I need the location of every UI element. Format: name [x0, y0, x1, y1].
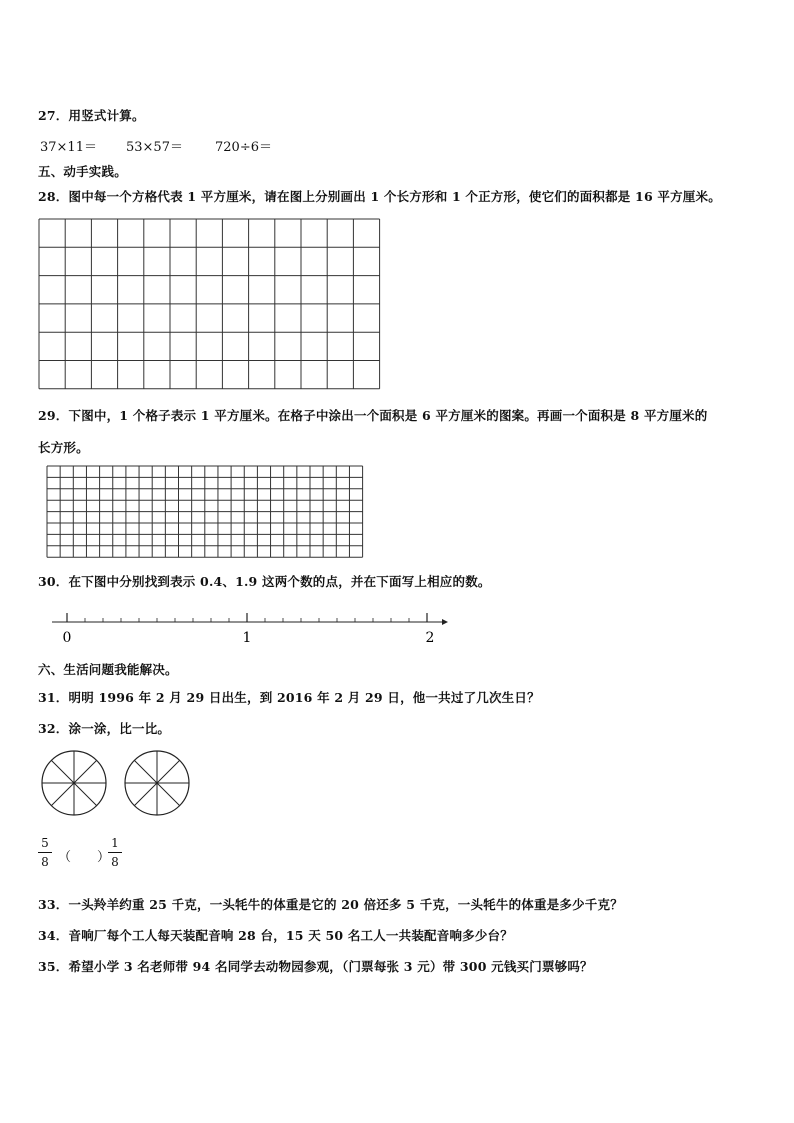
q29-text-line1: 29．下图中，1 个格子表示 1 平方厘米。在格子中涂出一个面积是 6 平方厘米的图案。再画一个面积是 8 平方厘米的	[38, 408, 708, 423]
compare-blank[interactable]: （ ）	[58, 850, 111, 865]
q32-circles	[40, 748, 200, 820]
number-line-label-2: 2	[425, 630, 435, 646]
section-6-title: 六、生活问题我能解决。	[38, 662, 178, 677]
calc-item: 37×11＝	[40, 140, 97, 155]
q30-number-line	[50, 605, 450, 650]
fraction-one-eighth	[108, 836, 122, 869]
q29-text-line2: 长方形。	[38, 440, 89, 455]
fraction-five-eighths	[38, 836, 52, 869]
q33-text: 33．一头羚羊约重 25 千克，一头牦牛的体重是它的 20 倍还多 5 千克，一头牦牛的体重是多少千克？	[38, 897, 623, 912]
section-5-title: 五、动手实践。	[38, 164, 127, 179]
number-line-label-0: 0	[62, 630, 72, 646]
q32-text: 32．涂一涂，比一比。	[38, 721, 171, 736]
axis-arrow	[442, 619, 448, 625]
q34-text: 34．音响厂每个工人每天装配音响 28 台，15 天 50 名工人一共装配音响多少台？	[38, 928, 513, 943]
q30-text: 30．在下图中分别找到表示 0.4、1.9 这两个数的点，并在下面写上相应的数。	[38, 574, 491, 589]
q29-grid	[46, 465, 364, 558]
q35-text: 35．希望小学 3 名老师带 94 名同学去动物园参观，（门票每张 3 元）带 300 元钱买门票够吗？	[38, 959, 593, 974]
q28-text: 28．图中每一个方格代表 1 平方厘米，请在图上分别画出 1 个长方形和 1 个正方形，使它们的面积都是 16 平方厘米。	[38, 189, 721, 204]
denominator: 8	[111, 855, 119, 869]
q28-grid	[38, 218, 381, 390]
number-line-label-1: 1	[242, 630, 252, 646]
calc-item: 53×57＝	[126, 140, 183, 155]
denominator: 8	[41, 855, 49, 869]
numerator: 1	[111, 836, 119, 850]
numerator: 5	[41, 836, 49, 850]
fraction-bar	[108, 852, 122, 853]
calc-item: 720÷6＝	[215, 140, 272, 155]
q27-text: 27．用竖式计算。	[38, 108, 145, 123]
q31-text: 31．明明 1996 年 2 月 29 日出生，到 2016 年 2 月 29 日，他一共过了几次生日？	[38, 690, 540, 705]
fraction-bar	[38, 852, 52, 853]
